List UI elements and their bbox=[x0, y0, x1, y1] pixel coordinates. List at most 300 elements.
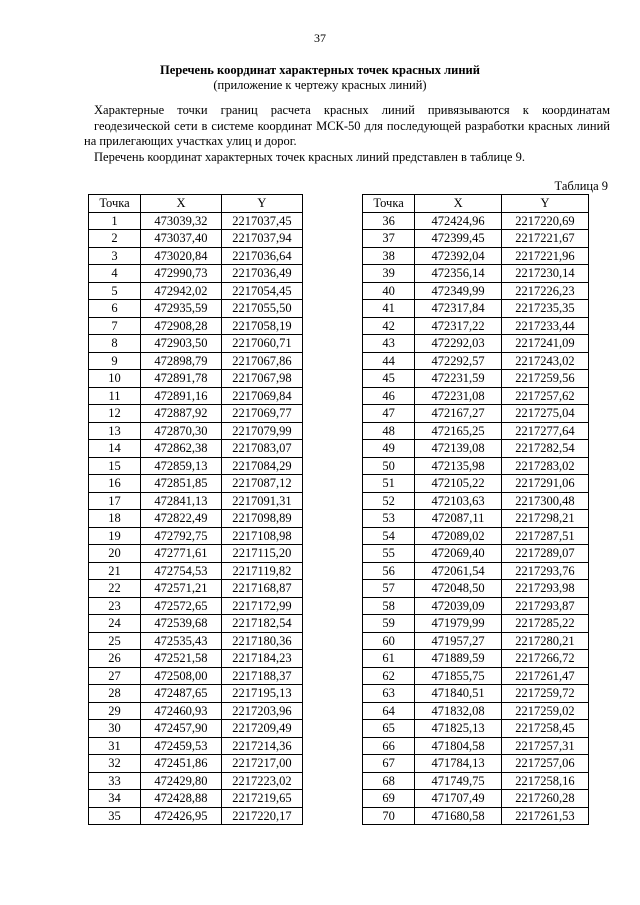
cell-point: 6 bbox=[89, 300, 141, 318]
table-row bbox=[89, 632, 303, 650]
cell-point: 3 bbox=[89, 247, 141, 265]
cell-x: 472292,57 bbox=[415, 352, 502, 370]
cell-y: 2217230,14 bbox=[501, 265, 588, 283]
cell-y: 2217195,13 bbox=[221, 685, 302, 703]
cell-x: 472451,86 bbox=[141, 755, 222, 773]
header-point: Точка bbox=[89, 195, 141, 213]
cell-point: 38 bbox=[363, 247, 415, 265]
table-row bbox=[89, 580, 303, 598]
cell-point: 58 bbox=[363, 597, 415, 615]
table-row bbox=[363, 737, 589, 755]
cell-y: 2217277,64 bbox=[501, 422, 588, 440]
cell-y: 2217115,20 bbox=[221, 545, 302, 563]
header-x: X bbox=[141, 195, 222, 213]
table-row bbox=[89, 667, 303, 685]
cell-x: 471707,49 bbox=[415, 790, 502, 808]
cell-y: 2217054,45 bbox=[221, 282, 302, 300]
cell-y: 2217258,45 bbox=[501, 720, 588, 738]
cell-x: 472887,92 bbox=[141, 405, 222, 423]
header-point: Точка bbox=[363, 195, 415, 213]
intro-paragraph bbox=[84, 103, 610, 150]
cell-y: 2217083,07 bbox=[221, 440, 302, 458]
cell-y: 2217055,50 bbox=[221, 300, 302, 318]
cell-x: 472392,04 bbox=[415, 247, 502, 265]
cell-x: 471889,59 bbox=[415, 650, 502, 668]
table-row bbox=[363, 790, 589, 808]
header-y: Y bbox=[221, 195, 302, 213]
table-row bbox=[363, 475, 589, 493]
header-y: Y bbox=[501, 195, 588, 213]
cell-y: 2217214,36 bbox=[221, 737, 302, 755]
cell-y: 2217280,21 bbox=[501, 632, 588, 650]
cell-point: 54 bbox=[363, 527, 415, 545]
coordinates-table-right bbox=[362, 194, 589, 825]
table-caption: Таблица 9 bbox=[554, 179, 608, 193]
cell-y: 2217233,44 bbox=[501, 317, 588, 335]
cell-x: 472317,22 bbox=[415, 317, 502, 335]
cell-y: 2217037,45 bbox=[221, 212, 302, 230]
cell-point: 17 bbox=[89, 492, 141, 510]
table-row bbox=[363, 387, 589, 405]
table-row bbox=[363, 247, 589, 265]
cell-y: 2217293,98 bbox=[501, 580, 588, 598]
cell-point: 25 bbox=[89, 632, 141, 650]
cell-y: 2217259,56 bbox=[501, 370, 588, 388]
cell-x: 471784,13 bbox=[415, 755, 502, 773]
cell-point: 8 bbox=[89, 335, 141, 353]
cell-x: 472349,99 bbox=[415, 282, 502, 300]
cell-x: 472508,00 bbox=[141, 667, 222, 685]
cell-point: 61 bbox=[363, 650, 415, 668]
table-row bbox=[89, 510, 303, 528]
table-row bbox=[89, 475, 303, 493]
cell-y: 2217243,02 bbox=[501, 352, 588, 370]
cell-x: 473039,32 bbox=[141, 212, 222, 230]
cell-point: 44 bbox=[363, 352, 415, 370]
table-row bbox=[363, 632, 589, 650]
table-row bbox=[363, 667, 589, 685]
cell-y: 2217209,49 bbox=[221, 720, 302, 738]
cell-point: 23 bbox=[89, 597, 141, 615]
table-row bbox=[89, 685, 303, 703]
cell-y: 2217220,69 bbox=[501, 212, 588, 230]
table-row bbox=[89, 230, 303, 248]
cell-y: 2217203,96 bbox=[221, 702, 302, 720]
cell-x: 472859,13 bbox=[141, 457, 222, 475]
table-row bbox=[89, 265, 303, 283]
cell-point: 21 bbox=[89, 562, 141, 580]
table-row bbox=[89, 772, 303, 790]
document-subtitle: (приложение к чертежу красных линий) bbox=[213, 78, 427, 92]
cell-x: 471855,75 bbox=[415, 667, 502, 685]
cell-point: 20 bbox=[89, 545, 141, 563]
table-row bbox=[363, 352, 589, 370]
cell-y: 2217060,71 bbox=[221, 335, 302, 353]
cell-x: 472105,22 bbox=[415, 475, 502, 493]
table-row bbox=[89, 352, 303, 370]
table-row bbox=[363, 405, 589, 423]
cell-x: 472048,50 bbox=[415, 580, 502, 598]
table-row bbox=[89, 492, 303, 510]
cell-y: 2217091,31 bbox=[221, 492, 302, 510]
cell-y: 2217266,72 bbox=[501, 650, 588, 668]
cell-point: 35 bbox=[89, 807, 141, 825]
table-row bbox=[363, 440, 589, 458]
cell-y: 2217219,65 bbox=[221, 790, 302, 808]
cell-y: 2217282,54 bbox=[501, 440, 588, 458]
cell-x: 471832,08 bbox=[415, 702, 502, 720]
cell-y: 2217298,21 bbox=[501, 510, 588, 528]
cell-y: 2217257,06 bbox=[501, 755, 588, 773]
cell-point: 51 bbox=[363, 475, 415, 493]
cell-point: 57 bbox=[363, 580, 415, 598]
table-row bbox=[89, 335, 303, 353]
intro-paragraph-rest: геодезической сети в системе координат МСК-50 для последующей разработки красных линий на прилегающих участках улиц и дорог. bbox=[84, 118, 610, 148]
cell-x: 471680,58 bbox=[415, 807, 502, 825]
cell-point: 63 bbox=[363, 685, 415, 703]
cell-point: 22 bbox=[89, 580, 141, 598]
cell-point: 56 bbox=[363, 562, 415, 580]
cell-y: 2217300,48 bbox=[501, 492, 588, 510]
table-row bbox=[363, 317, 589, 335]
cell-point: 11 bbox=[89, 387, 141, 405]
cell-point: 13 bbox=[89, 422, 141, 440]
intro-paragraph-line1: Характерные точки границ расчета красных линий привязываются к координатам bbox=[94, 103, 610, 117]
cell-y: 2217258,16 bbox=[501, 772, 588, 790]
cell-x: 472521,58 bbox=[141, 650, 222, 668]
cell-point: 1 bbox=[89, 212, 141, 230]
cell-x: 472139,08 bbox=[415, 440, 502, 458]
table-row bbox=[363, 562, 589, 580]
cell-x: 472428,88 bbox=[141, 790, 222, 808]
coordinates-table-left-body bbox=[89, 212, 303, 825]
table-row bbox=[89, 790, 303, 808]
cell-point: 47 bbox=[363, 405, 415, 423]
cell-y: 2217285,22 bbox=[501, 615, 588, 633]
cell-x: 472851,85 bbox=[141, 475, 222, 493]
cell-x: 472069,40 bbox=[415, 545, 502, 563]
table-row bbox=[363, 580, 589, 598]
cell-point: 31 bbox=[89, 737, 141, 755]
table-row bbox=[89, 422, 303, 440]
cell-point: 30 bbox=[89, 720, 141, 738]
cell-x: 472891,78 bbox=[141, 370, 222, 388]
cell-x: 472457,90 bbox=[141, 720, 222, 738]
cell-y: 2217180,36 bbox=[221, 632, 302, 650]
cell-x: 472792,75 bbox=[141, 527, 222, 545]
cell-point: 2 bbox=[89, 230, 141, 248]
table-row bbox=[89, 212, 303, 230]
cell-y: 2217257,62 bbox=[501, 387, 588, 405]
cell-x: 472460,93 bbox=[141, 702, 222, 720]
table-row bbox=[89, 457, 303, 475]
table-header-row bbox=[363, 195, 589, 213]
cell-y: 2217260,28 bbox=[501, 790, 588, 808]
cell-point: 64 bbox=[363, 702, 415, 720]
cell-y: 2217036,49 bbox=[221, 265, 302, 283]
cell-point: 16 bbox=[89, 475, 141, 493]
cell-point: 37 bbox=[363, 230, 415, 248]
cell-point: 48 bbox=[363, 422, 415, 440]
cell-x: 472167,27 bbox=[415, 405, 502, 423]
table-row bbox=[363, 212, 589, 230]
table-row bbox=[89, 562, 303, 580]
cell-y: 2217293,87 bbox=[501, 597, 588, 615]
cell-y: 2217108,98 bbox=[221, 527, 302, 545]
table-row bbox=[89, 527, 303, 545]
cell-x: 472571,21 bbox=[141, 580, 222, 598]
cell-y: 2217257,31 bbox=[501, 737, 588, 755]
cell-y: 2217184,23 bbox=[221, 650, 302, 668]
cell-x: 472935,59 bbox=[141, 300, 222, 318]
table-row bbox=[89, 300, 303, 318]
cell-point: 49 bbox=[363, 440, 415, 458]
cell-y: 2217058,19 bbox=[221, 317, 302, 335]
cell-point: 33 bbox=[89, 772, 141, 790]
cell-point: 59 bbox=[363, 615, 415, 633]
cell-x: 472870,30 bbox=[141, 422, 222, 440]
cell-x: 472822,49 bbox=[141, 510, 222, 528]
table-row bbox=[363, 422, 589, 440]
table-row bbox=[363, 265, 589, 283]
cell-point: 62 bbox=[363, 667, 415, 685]
cell-x: 472942,02 bbox=[141, 282, 222, 300]
cell-y: 2217275,04 bbox=[501, 405, 588, 423]
cell-x: 472487,65 bbox=[141, 685, 222, 703]
table-row bbox=[89, 615, 303, 633]
cell-x: 472891,16 bbox=[141, 387, 222, 405]
table-row bbox=[89, 755, 303, 773]
cell-y: 2217084,29 bbox=[221, 457, 302, 475]
cell-y: 2217119,82 bbox=[221, 562, 302, 580]
table-row bbox=[363, 702, 589, 720]
cell-y: 2217283,02 bbox=[501, 457, 588, 475]
cell-point: 67 bbox=[363, 755, 415, 773]
cell-x: 472356,14 bbox=[415, 265, 502, 283]
table-row bbox=[89, 370, 303, 388]
cell-y: 2217293,76 bbox=[501, 562, 588, 580]
cell-x: 472426,95 bbox=[141, 807, 222, 825]
document-title: Перечень координат характерных точек красных линий bbox=[160, 63, 480, 77]
cell-x: 471840,51 bbox=[415, 685, 502, 703]
page-number: 37 bbox=[314, 31, 326, 45]
cell-point: 53 bbox=[363, 510, 415, 528]
cell-point: 19 bbox=[89, 527, 141, 545]
cell-point: 42 bbox=[363, 317, 415, 335]
cell-point: 68 bbox=[363, 772, 415, 790]
cell-y: 2217087,12 bbox=[221, 475, 302, 493]
cell-point: 39 bbox=[363, 265, 415, 283]
cell-point: 66 bbox=[363, 737, 415, 755]
cell-point: 60 bbox=[363, 632, 415, 650]
cell-y: 2217037,94 bbox=[221, 230, 302, 248]
coordinates-table-left bbox=[88, 194, 303, 825]
cell-y: 2217188,37 bbox=[221, 667, 302, 685]
cell-y: 2217217,00 bbox=[221, 755, 302, 773]
table-row bbox=[363, 282, 589, 300]
table-row bbox=[363, 720, 589, 738]
cell-point: 46 bbox=[363, 387, 415, 405]
cell-y: 2217220,17 bbox=[221, 807, 302, 825]
cell-y: 2217172,99 bbox=[221, 597, 302, 615]
cell-point: 50 bbox=[363, 457, 415, 475]
cell-y: 2217098,89 bbox=[221, 510, 302, 528]
table-row bbox=[89, 317, 303, 335]
cell-x: 471825,13 bbox=[415, 720, 502, 738]
cell-x: 472903,50 bbox=[141, 335, 222, 353]
cell-x: 472231,08 bbox=[415, 387, 502, 405]
cell-x: 472898,79 bbox=[141, 352, 222, 370]
table-row bbox=[363, 457, 589, 475]
cell-x: 472039,09 bbox=[415, 597, 502, 615]
cell-point: 65 bbox=[363, 720, 415, 738]
cell-point: 10 bbox=[89, 370, 141, 388]
table-row bbox=[363, 755, 589, 773]
table-row bbox=[363, 597, 589, 615]
cell-x: 472103,63 bbox=[415, 492, 502, 510]
cell-point: 32 bbox=[89, 755, 141, 773]
cell-y: 2217241,09 bbox=[501, 335, 588, 353]
cell-point: 4 bbox=[89, 265, 141, 283]
cell-x: 472231,59 bbox=[415, 370, 502, 388]
table-row bbox=[89, 405, 303, 423]
cell-point: 14 bbox=[89, 440, 141, 458]
table-row bbox=[363, 615, 589, 633]
cell-x: 472089,02 bbox=[415, 527, 502, 545]
cell-x: 471979,99 bbox=[415, 615, 502, 633]
cell-x: 472754,53 bbox=[141, 562, 222, 580]
table-row bbox=[89, 545, 303, 563]
table-row bbox=[363, 772, 589, 790]
table-row bbox=[89, 807, 303, 825]
table-row bbox=[89, 597, 303, 615]
cell-y: 2217261,47 bbox=[501, 667, 588, 685]
cell-point: 27 bbox=[89, 667, 141, 685]
cell-x: 472862,38 bbox=[141, 440, 222, 458]
cell-y: 2217067,98 bbox=[221, 370, 302, 388]
cell-point: 15 bbox=[89, 457, 141, 475]
cell-x: 471957,27 bbox=[415, 632, 502, 650]
cell-y: 2217223,02 bbox=[221, 772, 302, 790]
table-row bbox=[363, 510, 589, 528]
cell-y: 2217069,84 bbox=[221, 387, 302, 405]
cell-point: 26 bbox=[89, 650, 141, 668]
cell-point: 7 bbox=[89, 317, 141, 335]
cell-x: 472399,45 bbox=[415, 230, 502, 248]
header-x: X bbox=[415, 195, 502, 213]
table-row bbox=[363, 370, 589, 388]
cell-y: 2217226,23 bbox=[501, 282, 588, 300]
cell-point: 43 bbox=[363, 335, 415, 353]
table-row bbox=[89, 247, 303, 265]
cell-point: 40 bbox=[363, 282, 415, 300]
cell-y: 2217036,64 bbox=[221, 247, 302, 265]
table-row bbox=[363, 335, 589, 353]
cell-point: 24 bbox=[89, 615, 141, 633]
cell-y: 2217221,96 bbox=[501, 247, 588, 265]
cell-y: 2217235,35 bbox=[501, 300, 588, 318]
table-row bbox=[363, 300, 589, 318]
cell-y: 2217182,54 bbox=[221, 615, 302, 633]
cell-x: 472087,11 bbox=[415, 510, 502, 528]
cell-x: 472841,13 bbox=[141, 492, 222, 510]
cell-x: 472990,73 bbox=[141, 265, 222, 283]
table-row bbox=[89, 282, 303, 300]
cell-point: 69 bbox=[363, 790, 415, 808]
cell-x: 473037,40 bbox=[141, 230, 222, 248]
cell-x: 472771,61 bbox=[141, 545, 222, 563]
cell-point: 36 bbox=[363, 212, 415, 230]
table-row bbox=[363, 807, 589, 825]
table-row bbox=[363, 650, 589, 668]
table-row bbox=[363, 685, 589, 703]
cell-x: 472165,25 bbox=[415, 422, 502, 440]
cell-y: 2217067,86 bbox=[221, 352, 302, 370]
cell-point: 28 bbox=[89, 685, 141, 703]
table-row bbox=[89, 702, 303, 720]
cell-y: 2217287,51 bbox=[501, 527, 588, 545]
cell-x: 471749,75 bbox=[415, 772, 502, 790]
table-reference-paragraph: Перечень координат характерных точек красных линий представлен в таблице 9. bbox=[94, 150, 525, 164]
coordinates-table-right-body bbox=[363, 212, 589, 825]
cell-y: 2217291,06 bbox=[501, 475, 588, 493]
cell-x: 472459,53 bbox=[141, 737, 222, 755]
cell-y: 2217221,67 bbox=[501, 230, 588, 248]
cell-y: 2217259,72 bbox=[501, 685, 588, 703]
table-row bbox=[363, 492, 589, 510]
cell-point: 34 bbox=[89, 790, 141, 808]
cell-point: 45 bbox=[363, 370, 415, 388]
table-row bbox=[89, 720, 303, 738]
cell-point: 18 bbox=[89, 510, 141, 528]
cell-y: 2217168,87 bbox=[221, 580, 302, 598]
cell-point: 52 bbox=[363, 492, 415, 510]
cell-x: 472539,68 bbox=[141, 615, 222, 633]
table-row bbox=[89, 650, 303, 668]
cell-point: 5 bbox=[89, 282, 141, 300]
cell-x: 472908,28 bbox=[141, 317, 222, 335]
cell-point: 9 bbox=[89, 352, 141, 370]
table-row bbox=[89, 387, 303, 405]
table-row bbox=[363, 230, 589, 248]
table-row bbox=[363, 527, 589, 545]
cell-x: 473020,84 bbox=[141, 247, 222, 265]
cell-x: 472572,65 bbox=[141, 597, 222, 615]
table-row bbox=[89, 737, 303, 755]
cell-x: 472424,96 bbox=[415, 212, 502, 230]
cell-x: 472429,80 bbox=[141, 772, 222, 790]
cell-y: 2217259,02 bbox=[501, 702, 588, 720]
table-header-row bbox=[89, 195, 303, 213]
cell-point: 12 bbox=[89, 405, 141, 423]
cell-point: 55 bbox=[363, 545, 415, 563]
cell-point: 41 bbox=[363, 300, 415, 318]
cell-point: 29 bbox=[89, 702, 141, 720]
cell-x: 472317,84 bbox=[415, 300, 502, 318]
cell-x: 471804,58 bbox=[415, 737, 502, 755]
cell-y: 2217079,99 bbox=[221, 422, 302, 440]
cell-x: 472292,03 bbox=[415, 335, 502, 353]
table-row bbox=[89, 440, 303, 458]
cell-x: 472061,54 bbox=[415, 562, 502, 580]
cell-x: 472535,43 bbox=[141, 632, 222, 650]
table-row bbox=[363, 545, 589, 563]
cell-x: 472135,98 bbox=[415, 457, 502, 475]
cell-y: 2217069,77 bbox=[221, 405, 302, 423]
cell-y: 2217289,07 bbox=[501, 545, 588, 563]
cell-point: 70 bbox=[363, 807, 415, 825]
cell-y: 2217261,53 bbox=[501, 807, 588, 825]
